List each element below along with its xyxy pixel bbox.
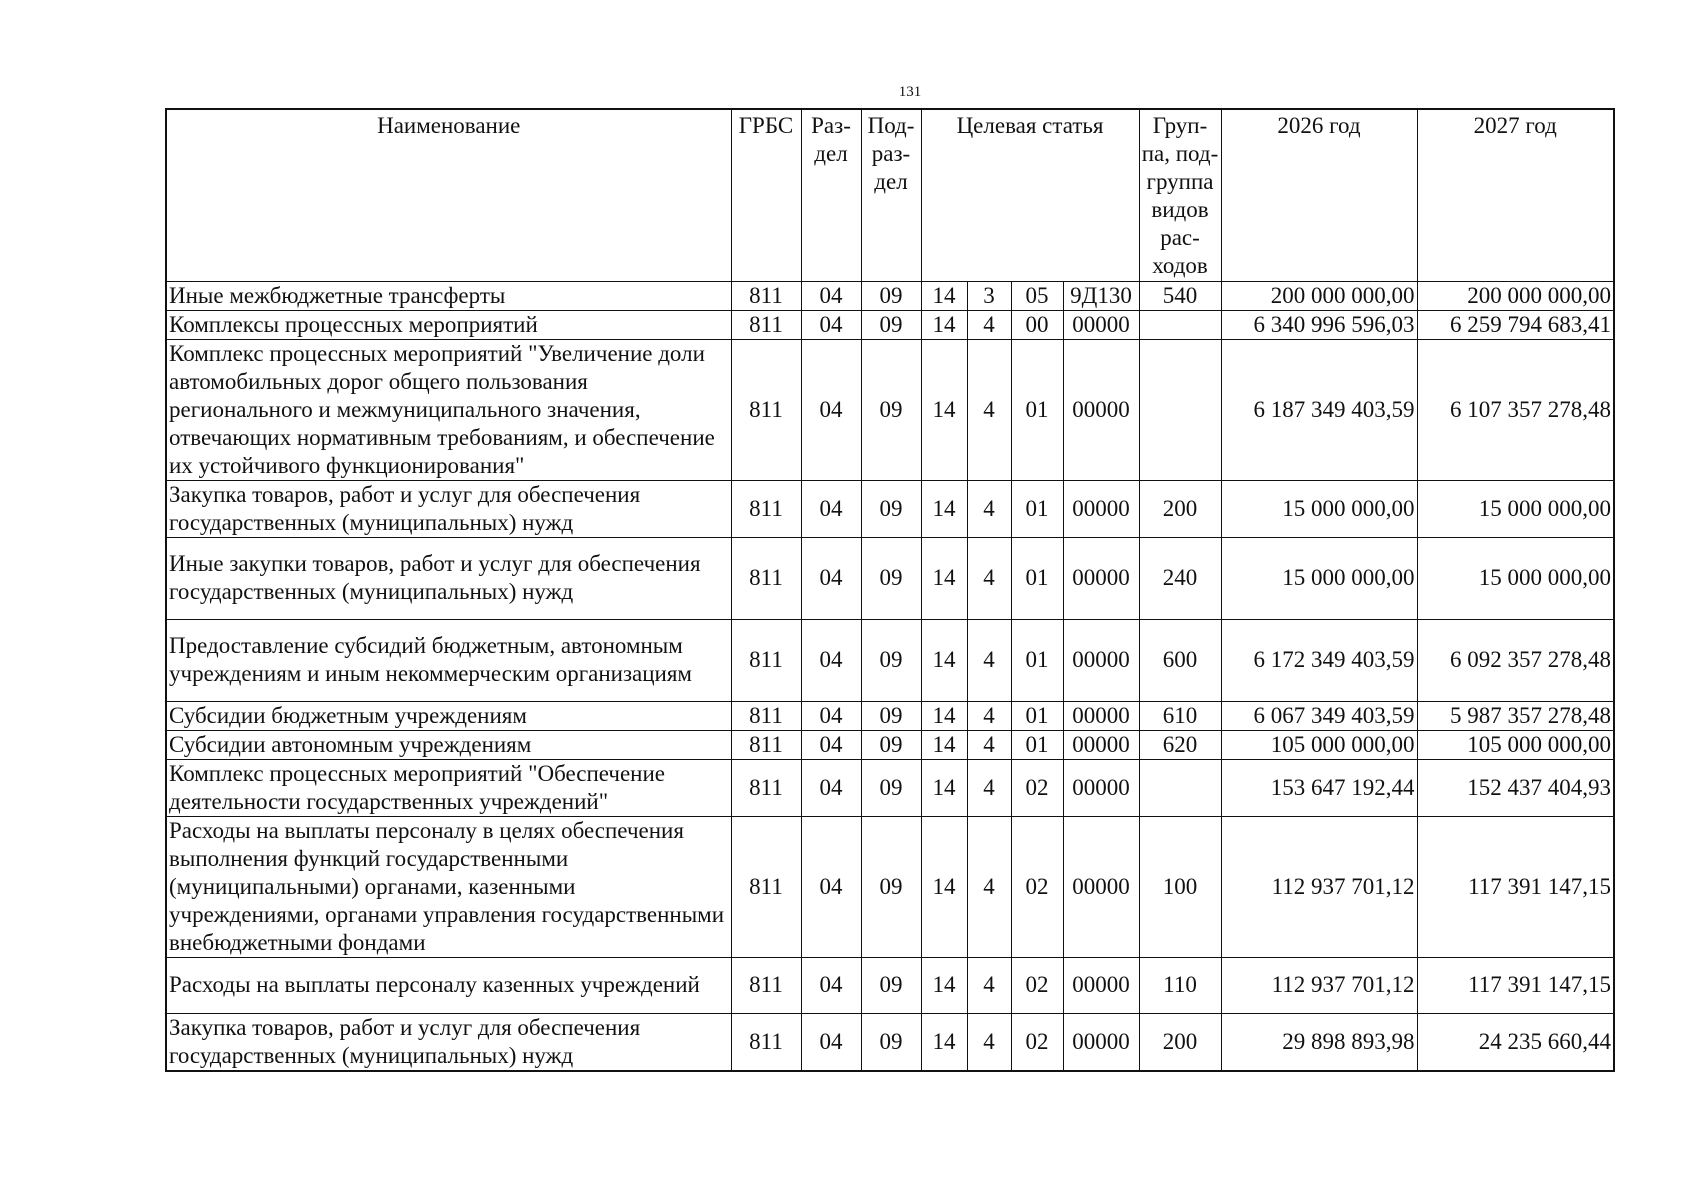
- row-target-direction: 00000: [1063, 759, 1139, 816]
- row-podrazdel: 09: [861, 1013, 921, 1071]
- table-row: [166, 1013, 1614, 1071]
- row-target-type: 4: [967, 480, 1011, 537]
- row-expense-group: [1139, 339, 1221, 480]
- row-expense-group: 240: [1139, 537, 1221, 619]
- row-target-type: 4: [967, 759, 1011, 816]
- row-name: Иные закупки товаров, работ и услуг для обеспечения государственных (муниципальных) нужд: [166, 537, 731, 619]
- table-row: [166, 701, 1614, 730]
- row-target-program: 14: [921, 537, 967, 619]
- header-razdel: Раз-дел: [801, 109, 861, 281]
- row-grbs: 811: [731, 537, 801, 619]
- row-amount-2026: 29 898 893,98: [1221, 1013, 1417, 1071]
- table-row: [166, 619, 1614, 701]
- table-body: [166, 281, 1614, 1071]
- row-name: Субсидии автономным учреждениям: [166, 730, 731, 759]
- row-razdel: 04: [801, 1013, 861, 1071]
- row-amount-2027: 15 000 000,00: [1417, 537, 1614, 619]
- row-target-structure: 02: [1011, 957, 1063, 1013]
- row-amount-2026: 6 340 996 596,03: [1221, 310, 1417, 339]
- row-target-program: 14: [921, 816, 967, 957]
- row-target-direction: 00000: [1063, 537, 1139, 619]
- row-target-program: 14: [921, 701, 967, 730]
- row-target-type: 4: [967, 816, 1011, 957]
- row-target-structure: 01: [1011, 701, 1063, 730]
- row-expense-group: [1139, 310, 1221, 339]
- table-row: [166, 759, 1614, 816]
- row-expense-group: 200: [1139, 1013, 1221, 1071]
- row-amount-2027: 6 107 357 278,48: [1417, 339, 1614, 480]
- row-amount-2027: 152 437 404,93: [1417, 759, 1614, 816]
- row-podrazdel: 09: [861, 759, 921, 816]
- row-expense-group: [1139, 759, 1221, 816]
- row-target-type: 4: [967, 1013, 1011, 1071]
- row-amount-2026: 153 647 192,44: [1221, 759, 1417, 816]
- row-name: Комплексы процессных мероприятий: [166, 310, 731, 339]
- row-name: Комплекс процессных мероприятий "Обеспечение деятельности государственных учреждений": [166, 759, 731, 816]
- row-target-direction: 00000: [1063, 957, 1139, 1013]
- row-expense-group: 600: [1139, 619, 1221, 701]
- table-row: [166, 537, 1614, 619]
- row-name: Расходы на выплаты персоналу в целях обеспечения выполнения функций государственными (муниципальными) органами, казенными учреждениями, органами управления государственными внебюджетными фондами: [166, 816, 731, 957]
- budget-table: [165, 108, 1615, 1072]
- row-target-direction: 00000: [1063, 701, 1139, 730]
- row-target-program: 14: [921, 310, 967, 339]
- row-razdel: 04: [801, 480, 861, 537]
- row-target-type: 4: [967, 957, 1011, 1013]
- row-podrazdel: 09: [861, 537, 921, 619]
- row-amount-2026: 200 000 000,00: [1221, 281, 1417, 310]
- row-grbs: 811: [731, 701, 801, 730]
- row-amount-2027: 6 092 357 278,48: [1417, 619, 1614, 701]
- row-target-structure: 01: [1011, 339, 1063, 480]
- row-target-structure: 05: [1011, 281, 1063, 310]
- row-razdel: 04: [801, 701, 861, 730]
- row-amount-2026: 6 172 349 403,59: [1221, 619, 1417, 701]
- row-grbs: 811: [731, 957, 801, 1013]
- row-amount-2027: 105 000 000,00: [1417, 730, 1614, 759]
- row-podrazdel: 09: [861, 701, 921, 730]
- header-row: [166, 109, 1614, 281]
- row-grbs: 811: [731, 480, 801, 537]
- row-expense-group: 100: [1139, 816, 1221, 957]
- row-amount-2026: 112 937 701,12: [1221, 816, 1417, 957]
- row-podrazdel: 09: [861, 480, 921, 537]
- table-row: [166, 816, 1614, 957]
- table-row: [166, 281, 1614, 310]
- row-razdel: 04: [801, 339, 861, 480]
- row-razdel: 04: [801, 816, 861, 957]
- row-podrazdel: 09: [861, 310, 921, 339]
- row-target-structure: 02: [1011, 759, 1063, 816]
- row-name: Субсидии бюджетным учреждениям: [166, 701, 731, 730]
- page-number: 131: [898, 84, 922, 100]
- row-amount-2027: 6 259 794 683,41: [1417, 310, 1614, 339]
- row-target-direction: 00000: [1063, 339, 1139, 480]
- row-amount-2026: 112 937 701,12: [1221, 957, 1417, 1013]
- row-target-program: 14: [921, 759, 967, 816]
- header-expense-group: Груп-па, под-группа видов рас-ходов: [1139, 109, 1221, 281]
- row-amount-2026: 15 000 000,00: [1221, 480, 1417, 537]
- row-target-type: 4: [967, 310, 1011, 339]
- header-target-article: Целевая статья: [921, 109, 1139, 281]
- header-year-2027: 2027 год: [1417, 109, 1614, 281]
- row-amount-2026: 6 187 349 403,59: [1221, 339, 1417, 480]
- row-grbs: 811: [731, 619, 801, 701]
- row-grbs: 811: [731, 310, 801, 339]
- row-target-structure: 01: [1011, 537, 1063, 619]
- row-grbs: 811: [731, 816, 801, 957]
- row-target-direction: 00000: [1063, 480, 1139, 537]
- row-podrazdel: 09: [861, 339, 921, 480]
- row-amount-2027: 5 987 357 278,48: [1417, 701, 1614, 730]
- row-amount-2027: 24 235 660,44: [1417, 1013, 1614, 1071]
- row-target-structure: 01: [1011, 730, 1063, 759]
- row-razdel: 04: [801, 759, 861, 816]
- row-razdel: 04: [801, 957, 861, 1013]
- row-target-type: 4: [967, 701, 1011, 730]
- row-name: Иные межбюджетные трансферты: [166, 281, 731, 310]
- table-row: [166, 310, 1614, 339]
- row-target-program: 14: [921, 339, 967, 480]
- row-podrazdel: 09: [861, 957, 921, 1013]
- row-target-program: 14: [921, 281, 967, 310]
- header-grbs: ГРБС: [731, 109, 801, 281]
- row-name: Закупка товаров, работ и услуг для обеспечения государственных (муниципальных) нужд: [166, 480, 731, 537]
- row-amount-2026: 15 000 000,00: [1221, 537, 1417, 619]
- row-target-structure: 02: [1011, 816, 1063, 957]
- row-target-direction: 00000: [1063, 816, 1139, 957]
- row-name: Закупка товаров, работ и услуг для обеспечения государственных (муниципальных) нужд: [166, 1013, 731, 1071]
- row-razdel: 04: [801, 310, 861, 339]
- header-year-2026: 2026 год: [1221, 109, 1417, 281]
- row-target-structure: 01: [1011, 619, 1063, 701]
- row-amount-2027: 15 000 000,00: [1417, 480, 1614, 537]
- row-podrazdel: 09: [861, 619, 921, 701]
- table-row: [166, 480, 1614, 537]
- row-razdel: 04: [801, 281, 861, 310]
- row-grbs: 811: [731, 730, 801, 759]
- row-amount-2027: 117 391 147,15: [1417, 957, 1614, 1013]
- row-podrazdel: 09: [861, 816, 921, 957]
- row-target-type: 4: [967, 537, 1011, 619]
- row-razdel: 04: [801, 730, 861, 759]
- row-name: Комплекс процессных мероприятий "Увеличение доли автомобильных дорог общего пользования регионального и межмуниципального значения, отвечающих нормативным требованиям, и обеспечение их устойчивого функционирования": [166, 339, 731, 480]
- row-target-type: 3: [967, 281, 1011, 310]
- row-target-direction: 9Д130: [1063, 281, 1139, 310]
- row-expense-group: 620: [1139, 730, 1221, 759]
- row-grbs: 811: [731, 759, 801, 816]
- row-grbs: 811: [731, 1013, 801, 1071]
- row-target-type: 4: [967, 339, 1011, 480]
- row-amount-2026: 105 000 000,00: [1221, 730, 1417, 759]
- row-expense-group: 540: [1139, 281, 1221, 310]
- row-target-structure: 01: [1011, 480, 1063, 537]
- row-target-direction: 00000: [1063, 619, 1139, 701]
- row-razdel: 04: [801, 537, 861, 619]
- row-target-type: 4: [967, 730, 1011, 759]
- row-target-program: 14: [921, 1013, 967, 1071]
- row-target-program: 14: [921, 730, 967, 759]
- row-target-direction: 00000: [1063, 1013, 1139, 1071]
- header-podrazdel: Под-раз-дел: [861, 109, 921, 281]
- table-row: [166, 339, 1614, 480]
- row-name: Расходы на выплаты персоналу казенных учреждений: [166, 957, 731, 1013]
- row-razdel: 04: [801, 619, 861, 701]
- row-amount-2027: 117 391 147,15: [1417, 816, 1614, 957]
- row-podrazdel: 09: [861, 281, 921, 310]
- row-target-program: 14: [921, 619, 967, 701]
- row-target-type: 4: [967, 619, 1011, 701]
- row-target-program: 14: [921, 480, 967, 537]
- row-amount-2026: 6 067 349 403,59: [1221, 701, 1417, 730]
- row-target-direction: 00000: [1063, 730, 1139, 759]
- header-name: Наименование: [166, 109, 731, 281]
- row-grbs: 811: [731, 339, 801, 480]
- row-target-program: 14: [921, 957, 967, 1013]
- row-amount-2027: 200 000 000,00: [1417, 281, 1614, 310]
- row-target-structure: 02: [1011, 1013, 1063, 1071]
- row-grbs: 811: [731, 281, 801, 310]
- row-target-structure: 00: [1011, 310, 1063, 339]
- row-expense-group: 200: [1139, 480, 1221, 537]
- row-podrazdel: 09: [861, 730, 921, 759]
- row-expense-group: 110: [1139, 957, 1221, 1013]
- row-target-direction: 00000: [1063, 310, 1139, 339]
- table-row: [166, 957, 1614, 1013]
- table-row: [166, 730, 1614, 759]
- row-name: Предоставление субсидий бюджетным, автономным учреждениям и иным некоммерческим организациям: [166, 619, 731, 701]
- row-expense-group: 610: [1139, 701, 1221, 730]
